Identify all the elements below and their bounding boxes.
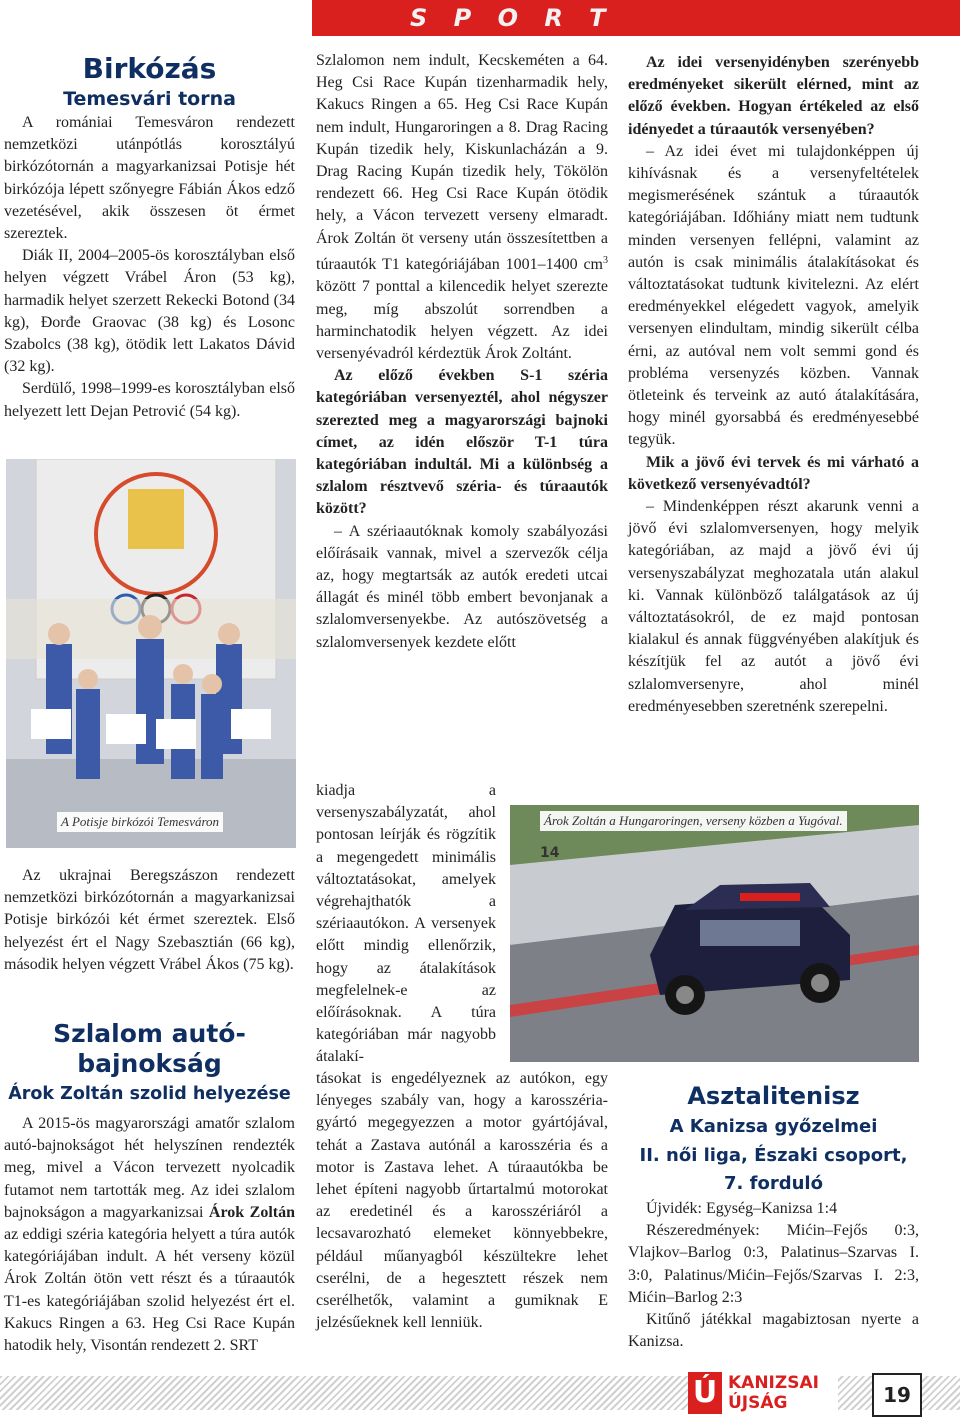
szlalom-question-2: Az idei versenyidényben szerényebb eredményeket sikerült elérned, mint az előző években. Hogyan értékeled az első idényedet a túraautók versenyében? [628, 54, 919, 138]
birkozas-paragraph: Serdülő, 1998–1999-es korosztályban első helyezett lett Dejan Petrović (54 kg). [4, 380, 295, 420]
kanizsai-ujsag-logo [688, 1372, 838, 1414]
car-photo-illustration [510, 805, 919, 1062]
szlalom-answer-1-bottom: tásokat is engedélyeznek az autókon, egy lényeges szabály van, hogy a karosszéria-gyártó megegyezzen a motor gyártójával, tehát a Zastava autónál a karosszéria és a motor is Zastava lehet. A túraautókba be lehet építeni nagyobb űrtartalmú motorokat az eredetinél és a karosszériáról a lecsavarozható elemeket könnyebbekre, például műanyagból készültekre lehet cserélni, de a hegesztett részek nem cserélhetők, valamint a gumiknak E jelzésűeknek kell lenniük. [316, 1070, 608, 1332]
szlalom-p1-col1 [4, 1113, 295, 1357]
szlalom-answer-3: – Mindenképpen részt akarunk venni a jövő évi szlalomversenyen, hogy melyik kategóriában, az majd a jövő évi új versenyszabályzat meghozatala után alakul ki. Vannak különböző találgatások az új változtatásokról, de ez majd pontosan kialakul és annak függvényében alakítjuk és készítjük fel az autót a jövő évi szlalomversenyre, ahol minél eredményesebben szeretnénk szerepelni. [628, 498, 919, 715]
logo-line-2: ÚJSÁG [728, 1393, 788, 1413]
birkozas-title: Birkózás [82, 52, 217, 85]
birkozas-paragraph: Diák II, 2004–2005-ös korosztályban első helyen végzett Vrábel Áron (53 kg), harmadik helyet szerzett Rekecki Botond (34 kg), Đorđe Graovac (38 kg) és Losonc Szabolcs (38 kg), ötödik lett Lakatos Dávid (32 kg). [4, 247, 295, 376]
track-number: 14 [540, 845, 560, 861]
szlalom-col2 [316, 50, 608, 654]
car-photo-caption: Árok Zoltán a Hungaroringen, verseny közben a Yugóval. [540, 811, 847, 831]
szlalom-heading [4, 1019, 295, 1109]
logo-mark-icon: Ú [688, 1372, 722, 1414]
birkozas-subtitle: Temesvári torna [63, 88, 236, 110]
szlalom-col2-narrow [316, 780, 496, 1069]
birkozas-article-cont [4, 865, 295, 976]
asztalitenisz-article [628, 1080, 919, 1353]
szlalom-p1c: között 7 ponttal a kilencedik helyet szerezte meg, míg abszolút sorrendben a harminchatodik helyen végzett. Az idei versenyévadról kérdeztük Árok Zoltánt. [316, 278, 608, 362]
birkozas-article [4, 52, 295, 423]
asztalitenisz-title: Asztalitenisz [687, 1082, 860, 1110]
page-number: 19 [872, 1373, 922, 1417]
logo-line-1: KANIZSAI [728, 1373, 819, 1393]
szlalom-p1-cont: Szlalomon nem indult, Kecskeméten a 64. Heg Csi Race Kupán tizenharmadik hely, Kakucs Ringen a 65. Heg Csi Race Kupán nem indult, Hungaroringen a 8. Drag Racing Kupán tizedik hely, Kiskunlacházán a 9. Drag Racing Kupán tizedik hely, Tökölön rendezett 66. Heg Csi Race Kupán ötödik hely, a Vácon tervezett verseny elmaradt. Árok Zoltán öt verseny után összesítettben a túraautók T1 kategóriájában 1001–1400 cm [316, 52, 608, 274]
wrestlers-photo [6, 459, 296, 848]
wrestlers-photo-illustration [6, 459, 296, 848]
car-photo [510, 805, 919, 1062]
wrestlers-photo-caption: A Potisje birkózói Temesváron [57, 812, 223, 832]
szlalom-driver-name: Árok Zoltán [208, 1203, 296, 1221]
szlalom-question-3: Mik a jövő évi tervek és mi várható a következő versenyévadtól? [628, 453, 919, 493]
szlalom-title-line1: Szlalom autó- [53, 1019, 246, 1048]
asztalitenisz-paragraph: Kitűnő játékkal magabiztosan nyerte a Kanizsa. [628, 1311, 919, 1351]
asztalitenisz-subtitle-1: A Kanizsa győzelmei [669, 1116, 878, 1137]
szlalom-p1a: A 2015-ös magyarországi amatőr szlalom autó-bajnokságot hét helyszínen rendezték meg, mivel a Vácon tervezett nyolcadik futamot nem tartották meg. Az idei szlalom bajnokságon a magyarkanizsai [4, 1115, 295, 1221]
szlalom-p1-sup: 3 [603, 254, 608, 266]
szlalom-title-line2: bajnokság [77, 1049, 222, 1078]
szlalom-answer-1-top: – A szériaautóknak komoly szabályozási előírásaik vannak, mivel a szervezők célja az, hogy megtartsák az autók eredeti utcai állagát és minél több embert bevonjanak a szlalomversenyekbe. Az autószövetség a szlalomversenyek kezdete előtt [316, 522, 608, 651]
szlalom-question-1: Az előző években S-1 széria kategóriában versenyeztél, ahol négyszer szerezted meg a magyarországi bajnoki címet, az idén először T-1 túra kategóriában indultál. Mi a különbség a szlalom résztvevő széria- és túraautók között? [316, 367, 608, 518]
birkozas-paragraph: Az ukrajnai Beregszászon rendezett nemzetközi birkózótornán a magyarkanizsai Potisje birkózói két érmet szereztek. Első helyezést ért el Nagy Szebasztián (66 kg), második helyen végzett Vrábel Ákos (75 kg). [4, 867, 295, 973]
szlalom-answer-2: – Az idei évet mi tulajdonképpen új kihívásnak és a versenyfeltételek megismerésének szántuk a túraautók kategóriájában. Időhiány miatt nem tudtunk minden versenyen fellépni, valamint az autón is csak minimális átalakításokat és változtatásokat tudtunk kivitelezni. Az elért eredményekkel elégedett vagyok, amelyik versenyen elindultam, mindig sikerült célba érni, az autóval nem volt semmi gond és probléma versenyzés közben. Vannak ötleteink és terveink az autó átalakítására, hogy minél gyorsabbá és eredményesebbé tegyük. [628, 142, 919, 449]
szlalom-p1b: az eddigi széria kategória helyett a túra autók kategóriájában indult. A hét verseny közül Árok Zoltán ötön vett részt és a túraautók T1-es kategóriájában szolid helyezést ért el. Kakucs Ringen a 63. Heg Csi Race Kupán hatodik hely, Visontán rendezett 2. SRT [4, 1226, 295, 1355]
szlalom-subtitle: Árok Zoltán szolid helyezése [8, 1084, 291, 1104]
asztalitenisz-paragraph: Részeredmények: Mićin–Fejős 0:3, Vlajkov–Barlog 0:3, Palatinus–Szarvas I. 3:0, Palatinus/Mićin–Fejős/Szarvas I. 2:3, Mićin–Barlog 2:3 [628, 1222, 919, 1306]
szlalom-col3 [628, 52, 919, 718]
birkozas-paragraph: A romániai Temesváron rendezett nemzetközi utánpótlás korosztályú birkózótornán a magyarkanizsai Potisje hét birkózója lépett szőnyegre Fábián Ákos edző vezetésével, akik összesen öt érmet szereztek. [4, 114, 295, 243]
asztalitenisz-subtitle-2: II. női liga, Északi csoport, 7. forduló [639, 1145, 908, 1194]
szlalom-col2-bottom [316, 1068, 608, 1334]
section-title: S P O R T [410, 4, 615, 32]
szlalom-answer-1-narrow: kiadja a versenyszabályzatát, ahol pontosan leírják és rögzítik a megengedett minimális változtatásokat, amelyek végrehajthatók a szériaautókon. A versenyek előtt mindig ellenőrzik, hogy az átalakítások megfelelnek-e az előírásoknak. A túra kategóriában már nagyobb átalakí- [316, 782, 496, 1066]
asztalitenisz-paragraph: Újvidék: Egység–Kanizsa 1:4 [646, 1200, 838, 1217]
